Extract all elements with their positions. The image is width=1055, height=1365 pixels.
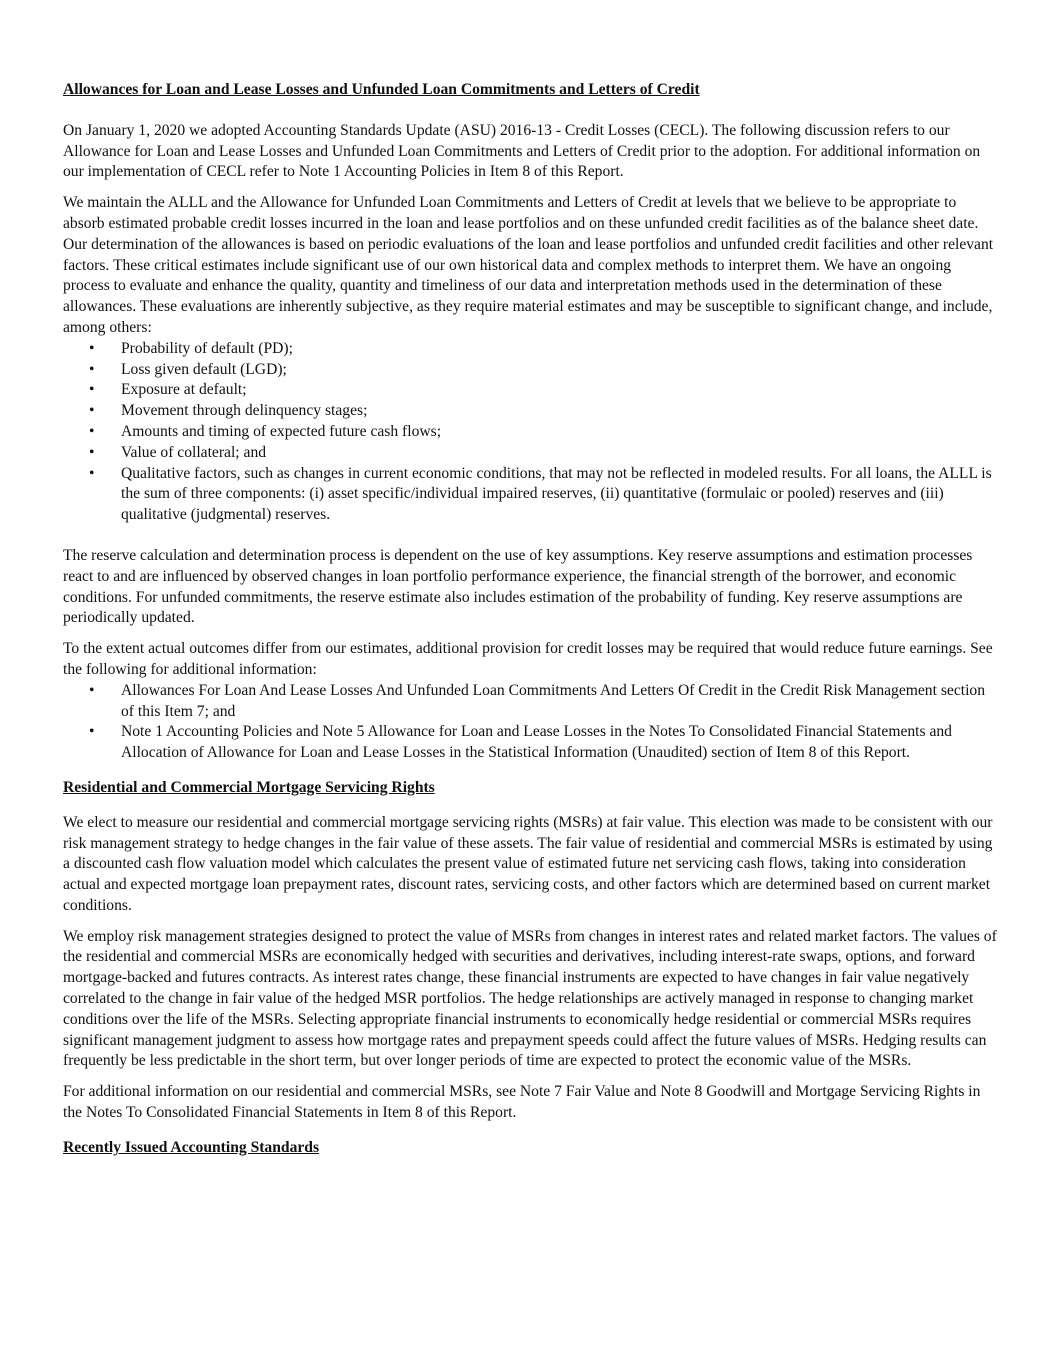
paragraph-msr-risk-management: We employ risk management strategies designed to protect the value of MSRs from changes in interest rates and related market factors. The values of the residential and commercial MSRs are economically hedged with securities and derivatives, including interest-rate swaps, options, and forward mortgage-backed and futures contracts. As interest rates change, these financial instruments are expected to have changes in fair value negatively correlated to the change in fair value of the hedged MSR portfolios. The hedge relationships are actively managed in response to changing market conditions over the life of the MSRs. Selecting appropriate financial instruments to economically hedge residential or commercial MSRs requires significant management judgment to assess how mortgage rates and prepayment speeds could affect the future values of MSRs. Hedging results can frequently be less predictable in the short term, but over longer periods of time are expected to protect the economic value of the MSRs.	[63, 927, 997, 1070]
section-heading-allowances: Allowances for Loan and Lease Losses and Unfunded Loan Commitments and Letters of Credit	[63, 81, 700, 98]
paragraph-reserve-calculation: The reserve calculation and determination process is dependent on the use of key assumptions. Key reserve assumptions and estimation processes react to and are influenced by observed changes in loan portfolio performance experience, the financial strength of the borrower, and economic conditions. For unfunded commitments, the reserve estimate also includes estimation of the probability of funding. Key reserve assumptions are periodically updated.	[63, 546, 973, 627]
list-item: • Movement through delinquency stages;	[63, 401, 998, 422]
section-heading-msr: Residential and Commercial Mortgage Servicing Rights	[63, 778, 435, 796]
bullet-icon: •	[89, 723, 95, 741]
list-item: • Allowances For Loan And Lease Losses And Unfunded Loan Commitments And Letters Of Credit in the Credit Risk Management section of this Item 7; and	[89, 681, 985, 720]
paragraph-msr-fair-value: We elect to measure our residential and commercial mortgage servicing rights (MSRs) at fair value. This election was made to be consistent with our risk management strategy to hedge changes in the fair value of these assets. The fair value of residential and commercial MSRs is estimated by using a discounted cash flow valuation model which calculates the present value of estimated future net servicing cash flows, taking into consideration actual and expected mortgage loan prepayment rates, discount rates, servicing costs, and other factors which are determined based on current market conditions.	[63, 813, 993, 914]
paragraph-actual-outcomes: To the extent actual outcomes differ from our estimates, additional provision for credit losses may be required that would reduce future earnings. See the following for additional information:	[63, 640, 993, 678]
list-item: • Value of collateral; and	[63, 443, 998, 464]
paragraph-msr-additional-info: For additional information on our residential and commercial MSRs, see Note 7 Fair Value and Note 8 Goodwill and Mortgage Servicing Rights in the Notes To Consolidated Financial Statements in Item 8 of this Report.	[63, 1083, 981, 1122]
list-item: • Note 1 Accounting Policies and Note 5 Allowance for Loan and Lease Losses in the Notes To Consolidated Financial Statements and Allocation of Allowance for Loan and Lease Losses in the Statistical Information (Unaudited) section of Item 8 of this Report.	[89, 723, 952, 762]
bullet-icon: •	[89, 360, 95, 378]
bullet-icon: •	[89, 422, 95, 440]
section-heading-recent-standards: Recently Issued Accounting Standards	[63, 1138, 320, 1156]
list-item: • Exposure at default;	[63, 380, 998, 401]
additional-info-bullet-list	[63, 681, 998, 764]
document-page	[63, 80, 998, 1159]
bullet-icon: •	[89, 402, 95, 420]
estimates-bullet-list	[63, 339, 998, 526]
bullet-icon: •	[89, 339, 95, 357]
bullet-icon: •	[89, 464, 95, 482]
bullet-icon: •	[89, 381, 95, 399]
list-item: • Loss given default (LGD);	[63, 360, 998, 381]
paragraph-cecl-adoption: On January 1, 2020 we adopted Accounting Standards Update (ASU) 2016-13 - Credit Losses (CECL). The following discussion refers to our Allowance for Loan and Lease Losses and Unfunded Loan Commitments and Letters of Credit prior to the adoption. For additional information on our implementation of CECL refer to Note 1 Accounting Policies in Item 8 of this Report.	[63, 121, 981, 181]
paragraph-alll-maintenance: We maintain the ALLL and the Allowance for Unfunded Loan Commitments and Letters of Credit at levels that we believe to be appropriate to absorb estimated probable credit losses incurred in the loan and lease portfolios and on these unfunded credit facilities as of the balance sheet date. Our determination of the allowances is based on periodic evaluations of the loan and lease portfolios and unfunded credit facilities and other relevant factors. These critical estimates include significant use of our own historical data and complex methods to interpret them. We have an ongoing process to evaluate and enhance the quality, quantity and timeliness of our data and interpretation methods used in the determination of these allowances. These evaluations are inherently subjective, as they require material estimates and may be susceptible to significant change, and include, among others:	[63, 194, 994, 336]
list-item: • Qualitative factors, such as changes in current economic conditions, that may not be reflected in modeled results. For all loans, the ALLL is the sum of three components: (i) asset specific/individual impaired reserves, (ii) quantitative (formulaic or pooled) reserves and (iii) qualitative (judgmental) reserves.	[89, 464, 992, 524]
bullet-icon: •	[89, 443, 95, 461]
bullet-icon: •	[89, 681, 95, 699]
list-item: • Probability of default (PD);	[63, 339, 998, 360]
list-item: • Amounts and timing of expected future cash flows;	[63, 422, 998, 443]
